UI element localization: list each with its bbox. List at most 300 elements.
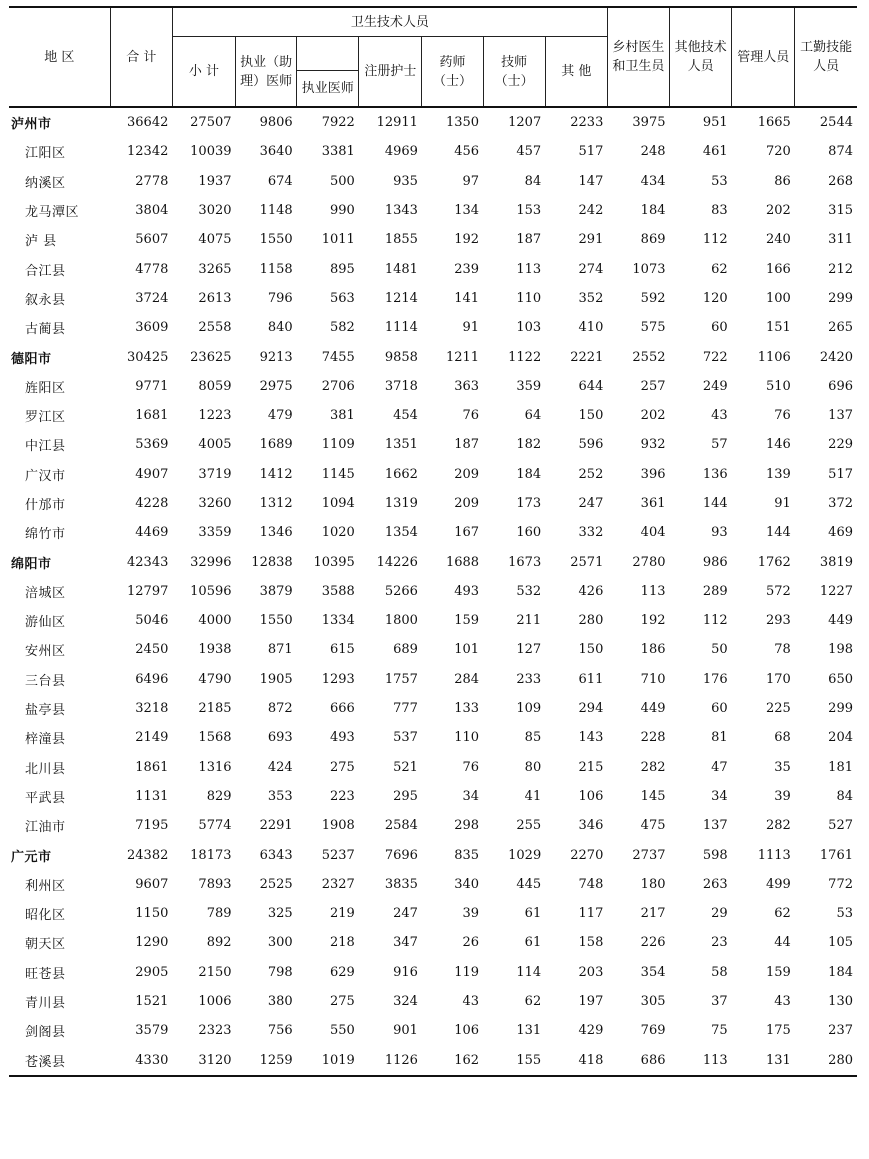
table-cell: 457 xyxy=(516,144,542,160)
table-cell: 3020 xyxy=(198,203,232,219)
table-cell: 2150 xyxy=(198,964,232,980)
table-cell: 34 xyxy=(462,788,480,804)
region-name: 泸州市 xyxy=(11,117,52,133)
table-cell: 2558 xyxy=(198,320,232,336)
table-cell: 1109 xyxy=(321,437,355,453)
table-cell: 710 xyxy=(640,671,666,687)
table-cell: 434 xyxy=(640,173,666,189)
table-cell: 43 xyxy=(711,408,728,424)
table-row xyxy=(9,1016,857,1045)
table-cell: 147 xyxy=(578,173,604,189)
table-cell: 2778 xyxy=(135,173,169,189)
table-cell: 693 xyxy=(267,730,293,746)
city-row xyxy=(9,342,857,371)
table-cell: 1662 xyxy=(384,466,418,482)
table-cell: 1908 xyxy=(321,818,355,834)
table-cell: 204 xyxy=(828,730,853,746)
table-cell: 137 xyxy=(702,818,728,834)
table-cell: 247 xyxy=(393,906,418,922)
region-name: 涪城区 xyxy=(25,585,66,601)
table-cell: 1150 xyxy=(135,906,169,922)
table-cell: 449 xyxy=(640,701,666,717)
table-cell: 265 xyxy=(828,320,853,336)
table-cell: 7696 xyxy=(384,847,418,863)
table-row xyxy=(9,899,857,928)
table-cell: 23 xyxy=(711,935,728,951)
table-cell: 361 xyxy=(640,496,666,511)
table-cell: 4778 xyxy=(135,261,169,277)
table-cell: 3359 xyxy=(198,525,232,541)
table-row xyxy=(9,489,857,518)
table-cell: 479 xyxy=(267,408,293,424)
table-cell: 550 xyxy=(329,1023,355,1039)
table-cell: 112 xyxy=(702,232,728,248)
table-cell: 159 xyxy=(765,964,791,980)
table-cell: 3718 xyxy=(384,378,418,394)
table-cell: 372 xyxy=(828,496,853,511)
table-cell: 198 xyxy=(828,642,853,658)
table-row xyxy=(9,753,857,782)
header-practicing: 执业医师 xyxy=(297,71,359,108)
table-cell: 64 xyxy=(524,408,542,424)
table-cell: 1020 xyxy=(321,525,355,541)
table-cell: 62 xyxy=(774,906,791,922)
table-cell: 4075 xyxy=(198,232,232,248)
table-cell: 6496 xyxy=(135,671,169,687)
table-cell: 901 xyxy=(393,1023,418,1039)
table-cell: 1122 xyxy=(508,349,542,365)
region-name: 利州区 xyxy=(25,878,66,894)
region-name: 梓潼县 xyxy=(25,732,66,748)
table-cell: 1227 xyxy=(819,583,853,599)
table-cell: 61 xyxy=(524,906,542,922)
table-cell: 1290 xyxy=(135,935,169,951)
table-cell: 299 xyxy=(828,701,853,717)
table-cell: 91 xyxy=(462,320,480,336)
table-cell: 527 xyxy=(828,818,853,834)
table-cell: 1762 xyxy=(757,554,791,570)
table-cell: 4000 xyxy=(198,613,232,629)
region-name: 平武县 xyxy=(25,790,66,806)
table-cell: 611 xyxy=(578,671,604,687)
table-cell: 248 xyxy=(640,144,666,160)
table-cell: 347 xyxy=(393,935,418,951)
table-cell: 35 xyxy=(774,759,791,775)
table-cell: 97 xyxy=(462,173,480,189)
table-cell: 500 xyxy=(329,173,355,189)
table-cell: 114 xyxy=(516,964,542,980)
table-cell: 86 xyxy=(774,173,791,189)
table-cell: 119 xyxy=(454,964,480,980)
table-cell: 160 xyxy=(516,525,542,541)
table-cell: 3975 xyxy=(632,115,666,131)
region-name: 三台县 xyxy=(25,673,66,689)
table-row xyxy=(9,928,857,957)
table-cell: 418 xyxy=(545,1046,607,1076)
table-cell: 144 xyxy=(765,525,791,541)
table-cell: 101 xyxy=(454,642,480,658)
table-cell: 4228 xyxy=(135,496,169,511)
table-header xyxy=(9,7,857,107)
table-cell: 57 xyxy=(711,437,728,453)
region-name: 安州区 xyxy=(25,644,66,660)
table-cell: 3724 xyxy=(135,290,169,306)
table-cell: 291 xyxy=(578,232,604,248)
table-cell: 9858 xyxy=(384,349,418,365)
table-cell: 1938 xyxy=(198,642,232,658)
table-cell: 237 xyxy=(828,1023,853,1039)
table-cell: 300 xyxy=(267,935,293,951)
table-cell: 404 xyxy=(640,525,666,541)
table-cell: 110 xyxy=(516,290,542,306)
table-cell: 359 xyxy=(516,378,542,394)
table-cell: 835 xyxy=(454,847,480,863)
table-cell: 289 xyxy=(702,583,728,599)
table-cell: 84 xyxy=(524,173,542,189)
table-cell: 1259 xyxy=(236,1046,297,1076)
table-cell: 228 xyxy=(640,730,666,746)
table-cell: 2584 xyxy=(384,818,418,834)
table-cell: 4907 xyxy=(135,466,169,482)
region-name: 北川县 xyxy=(25,761,66,777)
table-cell: 2327 xyxy=(321,876,355,892)
table-cell: 5266 xyxy=(384,583,418,599)
header-village-doctor: 乡村医生和卫生员 xyxy=(607,7,669,107)
region-name: 昭化区 xyxy=(25,908,66,924)
table-cell: 131 xyxy=(516,1023,542,1039)
table-cell: 103 xyxy=(516,320,542,336)
table-cell: 223 xyxy=(329,788,355,804)
region-name: 旌阳区 xyxy=(25,380,66,396)
table-cell: 12911 xyxy=(376,115,418,131)
table-cell: 1214 xyxy=(384,290,418,306)
table-row xyxy=(9,606,857,635)
table-cell: 2291 xyxy=(259,818,293,834)
table-cell: 3640 xyxy=(259,144,293,160)
header-practicing-assistant: 执业（助理）医师 xyxy=(236,37,297,108)
header-management: 管理人员 xyxy=(732,7,795,107)
table-cell: 352 xyxy=(578,290,604,306)
table-row xyxy=(9,987,857,1016)
table-cell: 2450 xyxy=(135,642,169,658)
region-name: 广汉市 xyxy=(25,468,66,484)
table-cell: 1319 xyxy=(384,496,418,511)
table-cell: 1351 xyxy=(384,437,418,453)
table-cell: 769 xyxy=(640,1023,666,1039)
header-nurse: 注册护士 xyxy=(359,37,422,108)
table-row xyxy=(9,694,857,723)
header-practicing-spacer xyxy=(297,37,359,71)
table-cell: 598 xyxy=(702,847,728,863)
table-cell: 429 xyxy=(578,1023,604,1039)
table-cell: 798 xyxy=(267,964,293,980)
table-cell: 5607 xyxy=(135,232,169,248)
city-row xyxy=(9,107,857,137)
table-cell: 1855 xyxy=(384,232,418,248)
table-cell: 192 xyxy=(640,613,666,629)
table-cell: 5046 xyxy=(135,613,169,629)
table-row xyxy=(9,460,857,489)
table-cell: 986 xyxy=(702,554,728,570)
table-cell: 1334 xyxy=(321,613,355,629)
table-cell: 27507 xyxy=(190,115,232,131)
table-cell: 3218 xyxy=(135,701,169,717)
table-cell: 2552 xyxy=(632,349,666,365)
region-name: 中江县 xyxy=(25,439,66,455)
table-cell: 1568 xyxy=(198,730,232,746)
table-cell: 7195 xyxy=(135,818,169,834)
table-cell: 23625 xyxy=(190,349,232,365)
table-cell: 895 xyxy=(329,261,355,277)
table-cell: 1757 xyxy=(384,671,418,687)
table-cell: 532 xyxy=(516,583,542,599)
table-cell: 772 xyxy=(828,876,853,892)
table-cell: 43 xyxy=(774,994,791,1010)
table-cell: 340 xyxy=(454,876,480,892)
table-cell: 1681 xyxy=(135,408,169,424)
table-cell: 1145 xyxy=(321,466,355,482)
table-cell: 380 xyxy=(267,994,293,1010)
table-cell: 131 xyxy=(732,1046,795,1076)
region-name: 绵竹市 xyxy=(25,527,66,543)
table-cell: 141 xyxy=(454,290,480,306)
region-name: 合江县 xyxy=(25,263,66,279)
table-cell: 829 xyxy=(206,788,232,804)
table-cell: 187 xyxy=(516,232,542,248)
table-cell: 26 xyxy=(462,935,480,951)
table-cell: 1316 xyxy=(198,759,232,775)
header-technician: 技师（士） xyxy=(483,37,545,108)
table-cell: 3835 xyxy=(384,876,418,892)
table-cell: 689 xyxy=(393,642,418,658)
table-cell: 78 xyxy=(774,642,791,658)
table-cell: 572 xyxy=(765,583,791,599)
table-cell: 315 xyxy=(828,203,853,219)
table-cell: 1148 xyxy=(259,203,293,219)
table-cell: 80 xyxy=(524,759,542,775)
table-cell: 1293 xyxy=(321,671,355,687)
table-cell: 840 xyxy=(267,320,293,336)
table-row xyxy=(9,723,857,752)
table-cell: 3879 xyxy=(259,583,293,599)
table-cell: 14226 xyxy=(376,554,418,570)
table-cell: 410 xyxy=(578,320,604,336)
table-cell: 282 xyxy=(765,818,791,834)
table-cell: 475 xyxy=(640,818,666,834)
table-cell: 722 xyxy=(702,349,728,365)
table-cell: 935 xyxy=(393,173,418,189)
table-cell: 110 xyxy=(454,730,480,746)
table-cell: 61 xyxy=(524,935,542,951)
table-cell: 105 xyxy=(828,935,853,951)
table-cell: 209 xyxy=(454,496,480,511)
table-cell: 2975 xyxy=(259,378,293,394)
table-cell: 229 xyxy=(828,437,853,453)
region-name: 什邡市 xyxy=(25,498,66,513)
table-cell: 83 xyxy=(711,203,728,219)
table-cell: 1158 xyxy=(259,261,293,277)
table-cell: 3120 xyxy=(172,1046,235,1076)
table-cell: 91 xyxy=(774,496,791,511)
table-row xyxy=(9,665,857,694)
region-name: 古蔺县 xyxy=(25,322,66,338)
table-cell: 2221 xyxy=(570,349,604,365)
table-cell: 42343 xyxy=(127,554,169,570)
table-cell: 3260 xyxy=(198,496,232,511)
table-cell: 990 xyxy=(329,203,355,219)
table-cell: 75 xyxy=(711,1023,728,1039)
table-cell: 53 xyxy=(711,173,728,189)
table-cell: 84 xyxy=(836,788,853,804)
table-cell: 871 xyxy=(267,642,293,658)
table-cell: 629 xyxy=(329,964,355,980)
table-cell: 3381 xyxy=(321,144,355,160)
table-cell: 60 xyxy=(711,320,728,336)
region-name: 龙马潭区 xyxy=(25,205,80,221)
table-cell: 184 xyxy=(828,964,853,980)
health-personnel-table xyxy=(9,6,857,1077)
table-cell: 294 xyxy=(578,701,604,717)
table-cell: 363 xyxy=(454,378,480,394)
table-cell: 293 xyxy=(765,613,791,629)
table-row xyxy=(9,430,857,459)
table-cell: 12797 xyxy=(127,583,169,599)
table-cell: 113 xyxy=(516,261,542,277)
table-cell: 1223 xyxy=(198,408,232,424)
statistics-table-container xyxy=(9,6,857,1077)
table-cell: 4005 xyxy=(198,437,232,453)
city-row xyxy=(9,840,857,869)
table-cell: 180 xyxy=(640,876,666,892)
table-cell: 100 xyxy=(765,290,791,306)
table-cell: 255 xyxy=(516,818,542,834)
table-cell: 249 xyxy=(702,378,728,394)
table-cell: 1131 xyxy=(135,788,169,804)
table-cell: 517 xyxy=(828,466,853,482)
region-name: 江油市 xyxy=(25,820,66,836)
table-cell: 510 xyxy=(765,378,791,394)
table-cell: 211 xyxy=(516,613,542,629)
region-name: 绵阳市 xyxy=(11,556,52,572)
header-logistics: 工勤技能人员 xyxy=(795,7,857,107)
table-row xyxy=(9,372,857,401)
table-cell: 32996 xyxy=(190,554,232,570)
region-name: 盐亭县 xyxy=(25,703,66,719)
table-cell: 892 xyxy=(206,935,232,951)
table-cell: 563 xyxy=(329,290,355,306)
table-cell: 666 xyxy=(329,701,355,717)
table-cell: 120 xyxy=(702,290,728,306)
table-cell: 1689 xyxy=(259,437,293,453)
region-name: 旺苍县 xyxy=(25,966,66,982)
table-cell: 181 xyxy=(828,759,853,775)
table-cell: 10395 xyxy=(313,554,355,570)
table-cell: 212 xyxy=(828,261,853,277)
table-cell: 60 xyxy=(711,701,728,717)
table-cell: 219 xyxy=(329,906,355,922)
table-cell: 396 xyxy=(640,466,666,482)
table-cell: 7455 xyxy=(321,349,355,365)
table-cell: 445 xyxy=(516,876,542,892)
table-cell: 158 xyxy=(578,935,604,951)
table-cell: 1312 xyxy=(259,496,293,511)
table-cell: 1207 xyxy=(508,115,542,131)
table-cell: 3719 xyxy=(198,466,232,482)
table-cell: 650 xyxy=(828,671,853,687)
header-total: 合 计 xyxy=(110,7,172,107)
table-cell: 81 xyxy=(711,730,728,746)
table-cell: 153 xyxy=(516,203,542,219)
table-cell: 106 xyxy=(578,788,604,804)
table-cell: 295 xyxy=(393,788,418,804)
table-cell: 1800 xyxy=(384,613,418,629)
table-cell: 5237 xyxy=(321,847,355,863)
table-cell: 1011 xyxy=(321,232,355,248)
region-name: 苍溪县 xyxy=(9,1046,110,1076)
table-cell: 1905 xyxy=(259,671,293,687)
table-cell: 93 xyxy=(711,525,728,541)
table-row xyxy=(9,782,857,811)
table-cell: 696 xyxy=(828,378,853,394)
table-cell: 2420 xyxy=(819,349,853,365)
table-cell: 139 xyxy=(765,466,791,482)
table-row xyxy=(9,284,857,313)
table-cell: 2323 xyxy=(198,1023,232,1039)
table-cell: 184 xyxy=(516,466,542,482)
table-cell: 280 xyxy=(578,613,604,629)
table-cell: 298 xyxy=(454,818,480,834)
table-cell: 44 xyxy=(774,935,791,951)
table-cell: 133 xyxy=(454,701,480,717)
table-cell: 240 xyxy=(765,232,791,248)
table-cell: 68 xyxy=(774,730,791,746)
table-cell: 1350 xyxy=(445,115,480,131)
table-cell: 37 xyxy=(711,994,728,1010)
table-cell: 449 xyxy=(828,613,853,629)
table-cell: 1481 xyxy=(384,261,418,277)
table-cell: 117 xyxy=(578,906,604,922)
table-cell: 10596 xyxy=(190,583,232,599)
table-cell: 226 xyxy=(640,935,666,951)
table-cell: 10039 xyxy=(190,144,232,160)
table-cell: 145 xyxy=(640,788,666,804)
header-health-tech: 卫生技术人员 xyxy=(172,7,607,37)
table-cell: 1354 xyxy=(384,525,418,541)
table-cell: 426 xyxy=(578,583,604,599)
table-cell: 872 xyxy=(267,701,293,717)
table-cell: 184 xyxy=(640,203,666,219)
table-cell: 3804 xyxy=(135,203,169,219)
header-other-tech: 其他技术人员 xyxy=(670,7,732,107)
table-cell: 869 xyxy=(640,232,666,248)
table-cell: 137 xyxy=(828,408,853,424)
table-cell: 215 xyxy=(578,759,604,775)
table-cell: 3819 xyxy=(819,554,853,570)
table-cell: 324 xyxy=(393,994,418,1010)
city-row xyxy=(9,547,857,576)
table-cell: 2905 xyxy=(135,964,169,980)
table-cell: 217 xyxy=(640,906,666,922)
table-row xyxy=(9,167,857,196)
table-cell: 1861 xyxy=(135,759,169,775)
table-cell: 5369 xyxy=(135,437,169,453)
table-cell: 76 xyxy=(774,408,791,424)
table-row xyxy=(9,518,857,547)
table-cell: 354 xyxy=(640,964,666,980)
table-cell: 1094 xyxy=(321,496,355,511)
table-cell: 2613 xyxy=(198,290,232,306)
table-cell: 134 xyxy=(454,203,480,219)
